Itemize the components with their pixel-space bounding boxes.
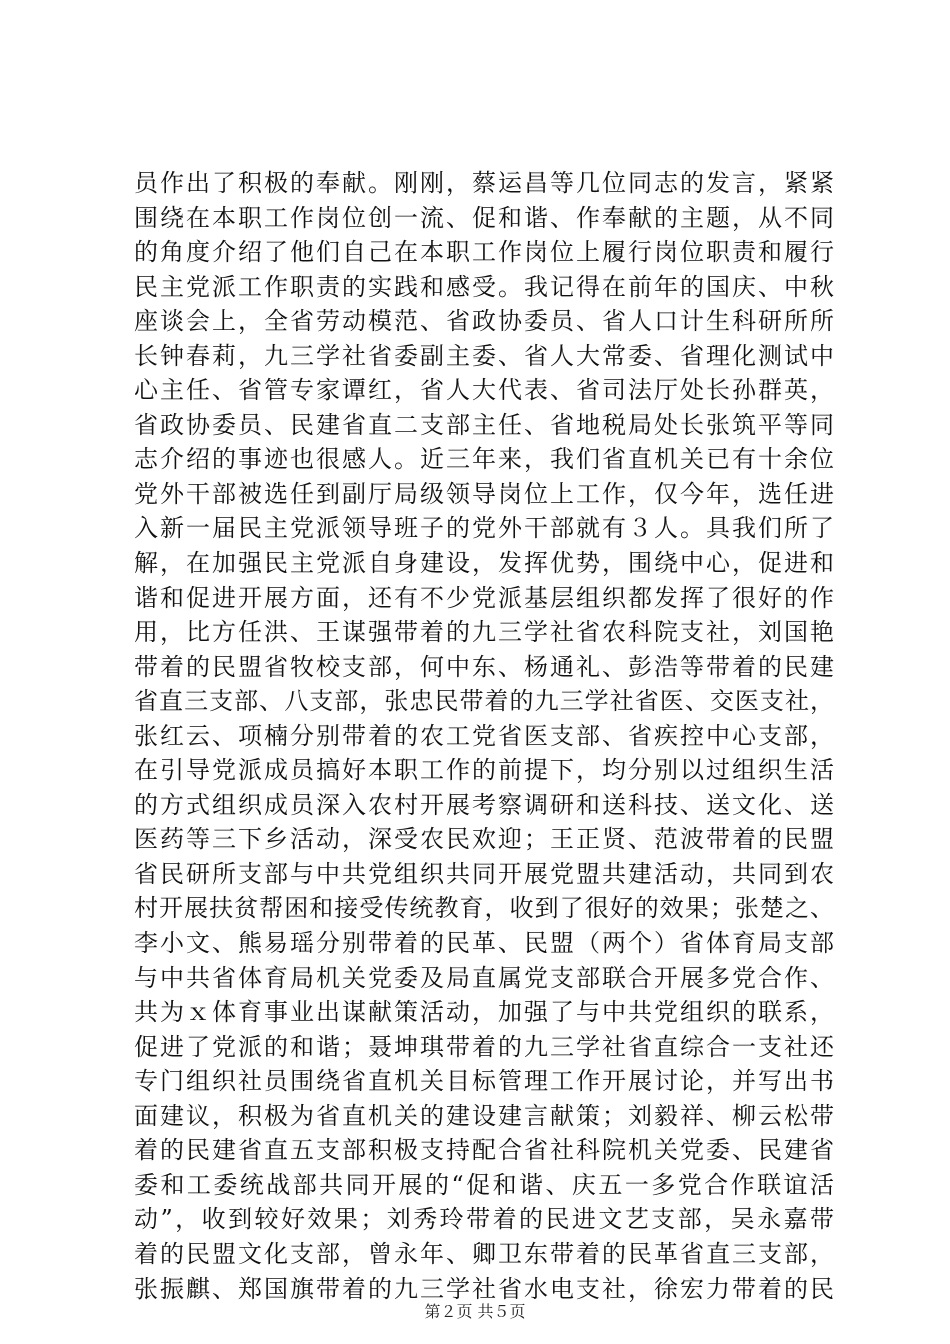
text-line: 的角度介绍了他们自己在本职工作岗位上履行岗位职责和履行 <box>134 238 834 267</box>
text-line: 长钟春莉，九三学社省委副主委、省人大常委、省理化测试中 <box>134 341 834 370</box>
text-line: 心主任、省管专家谭红，省人大代表、省司法厅处长孙群英， <box>134 376 834 405</box>
body-text <box>134 166 834 1306</box>
text-line: 共为ｘ体育事业出谋献策活动，加强了与中共党组织的联系， <box>134 998 834 1027</box>
text-line: 座谈会上，全省劳动模范、省政协委员、省人口计生科研所所 <box>134 307 834 336</box>
text-line: 专门组织社员围绕省直机关目标管理工作开展讨论，并写出书 <box>134 1067 834 1096</box>
text-line: 村开展扶贫帮困和接受传统教育，收到了很好的效果；张楚之、 <box>134 894 834 923</box>
page-number-label: 第２页 共５页 <box>424 1302 526 1321</box>
text-line: 着的民盟文化支部，曾永年、卿卫东带着的民革省直三支部， <box>134 1239 834 1268</box>
text-line: 张红云、项楠分别带着的农工党省医支部、省疾控中心支部， <box>134 721 834 750</box>
text-line: 与中共省体育局机关党委及局直属党支部联合开展多党合作、 <box>134 963 834 992</box>
text-line: 面建议，积极为省直机关的建设建言献策；刘毅祥、柳云松带 <box>134 1101 834 1130</box>
text-line: 志介绍的事迹也很感人。近三年来，我们省直机关已有十余位 <box>134 445 834 474</box>
text-line: 的方式组织成员深入农村开展考察调研和送科技、送文化、送 <box>134 790 834 819</box>
text-line: 医药等三下乡活动，深受农民欢迎；王正贤、范波带着的民盟 <box>134 825 834 854</box>
text-line: 解，在加强民主党派自身建设，发挥优势，围绕中心，促进和 <box>134 549 834 578</box>
text-line: 民主党派工作职责的实践和感受。我记得在前年的国庆、中秋 <box>134 272 834 301</box>
text-line: 带着的民盟省牧校支部，何中东、杨通礼、彭浩等带着的民建 <box>134 652 834 681</box>
text-line: 着的民建省直五支部积极支持配合省社科院机关党委、民建省 <box>134 1136 834 1165</box>
text-line: 谐和促进开展方面，还有不少党派基层组织都发挥了很好的作 <box>134 583 834 612</box>
text-line: 李小文、熊易瑶分别带着的民革、民盟（两个）省体育局支部 <box>134 929 834 958</box>
text-line: 省直三支部、八支部，张忠民带着的九三学社省医、交医支社， <box>134 687 834 716</box>
text-line: 省民研所支部与中共党组织共同开展党盟共建活动，共同到农 <box>134 859 834 888</box>
text-line: 促进了党派的和谐；聂坤琪带着的九三学社省直综合一支社还 <box>134 1032 834 1061</box>
text-line: 党外干部被选任到副厅局级领导岗位上工作，仅今年，选任进 <box>134 479 834 508</box>
text-line: 省政协委员、民建省直二支部主任、省地税局处长张筑平等同 <box>134 410 834 439</box>
text-line: 在引导党派成员搞好本职工作的前提下，均分别以过组织生活 <box>134 756 834 785</box>
page-footer <box>0 1300 950 1324</box>
text-line: 张振麒、郑国旗带着的九三学社省水电支社，徐宏力带着的民 <box>134 1274 834 1303</box>
text-line: 围绕在本职工作岗位创一流、促和谐、作奉献的主题，从不同 <box>134 203 834 232</box>
text-line: 入新一届民主党派领导班子的党外干部就有３人。具我们所了 <box>134 514 834 543</box>
text-line: 员作出了积极的奉献。刚刚，蔡运昌等几位同志的发言，紧紧 <box>134 169 834 197</box>
text-line: 动”，收到较好效果；刘秀玲带着的民进文艺支部，吴永嘉带 <box>134 1205 834 1234</box>
text-line: 委和工委统战部共同开展的“促和谐、庆五一多党合作联谊活 <box>134 1170 834 1199</box>
text-line: 用，比方任洪、王谋强带着的九三学社省农科院支社，刘国艳 <box>134 618 834 647</box>
